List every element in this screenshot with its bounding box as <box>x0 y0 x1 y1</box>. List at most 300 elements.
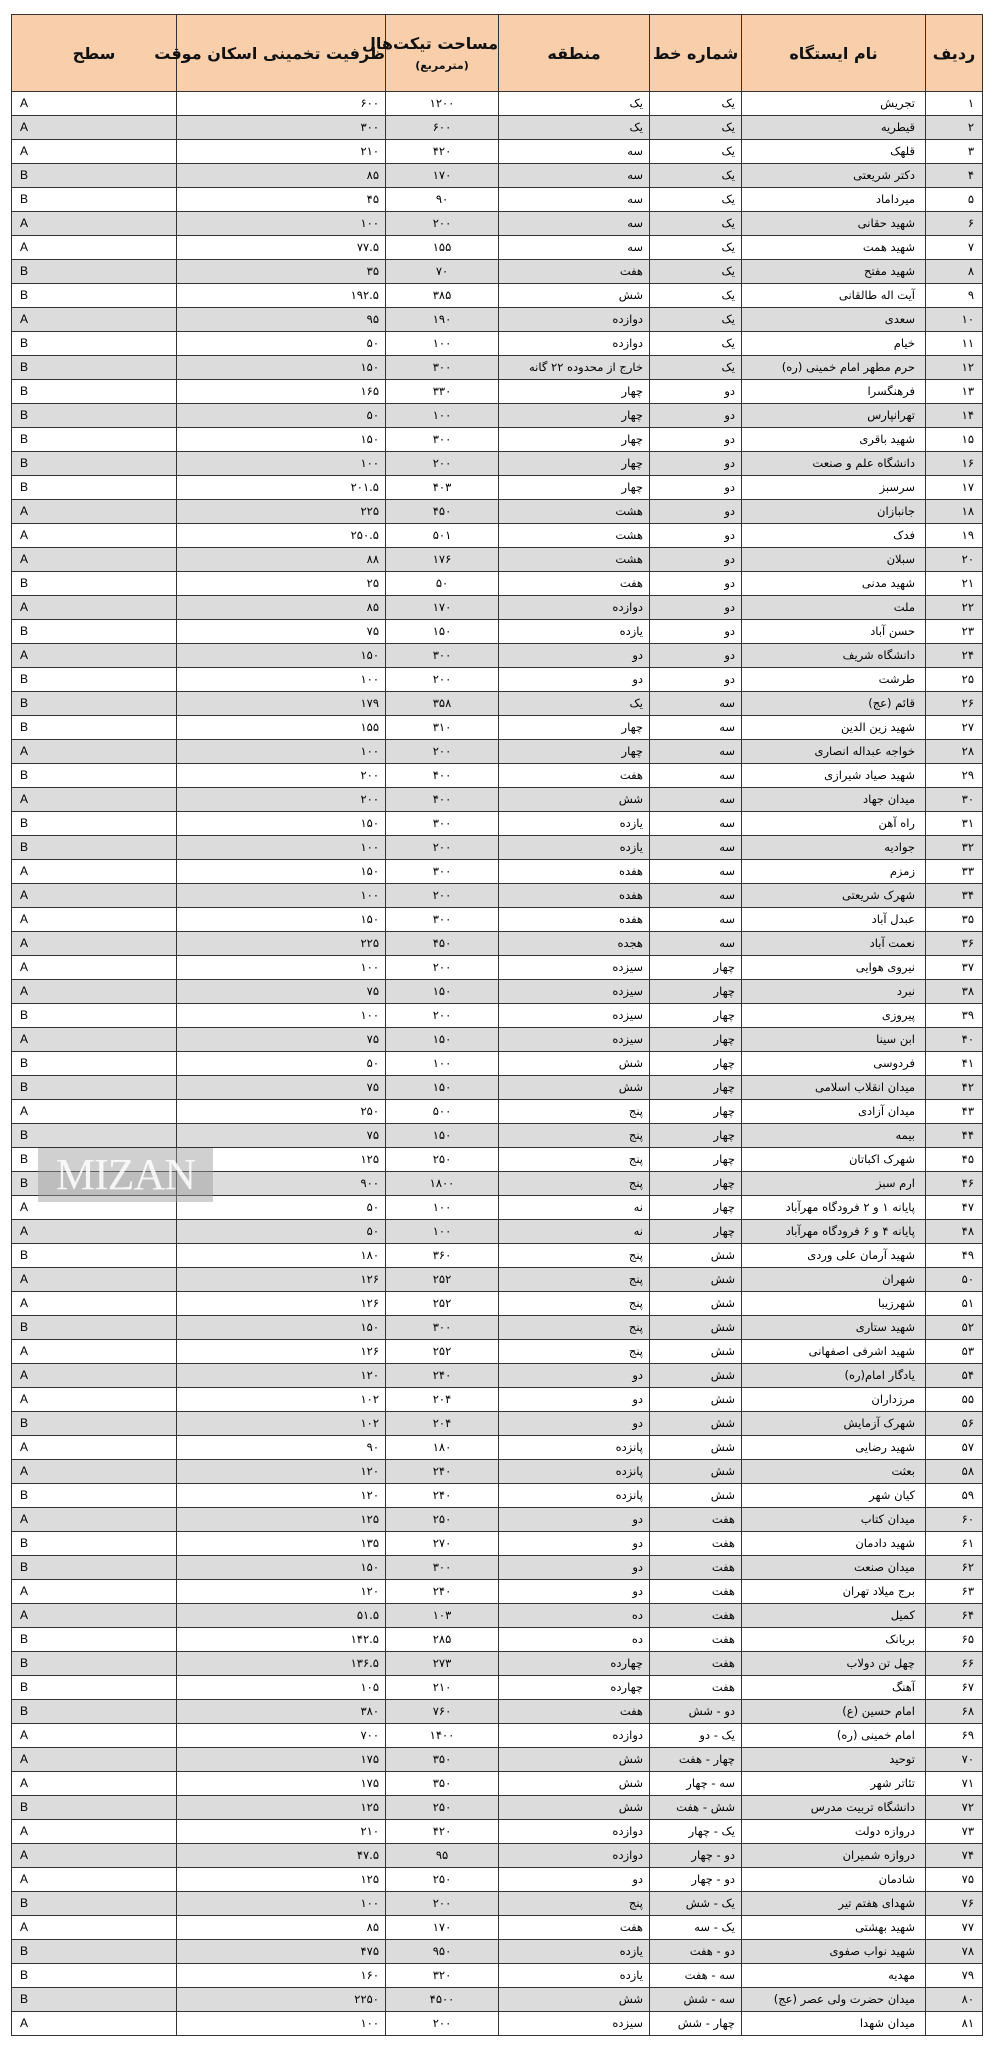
cell-zone: یازده <box>499 812 650 836</box>
cell-zone: شش <box>499 1988 650 2012</box>
cell-level: B <box>12 1700 177 1724</box>
cell-level: A <box>12 740 177 764</box>
cell-area: ۶۰۰ <box>386 116 499 140</box>
header-station-name: نام ایستگاه <box>742 15 926 92</box>
cell-station-name: شهرک آزمایش <box>742 1412 926 1436</box>
cell-area: ۱۲۰۰ <box>386 92 499 116</box>
table-row <box>12 980 983 1004</box>
cell-line-number: سه <box>650 764 742 788</box>
cell-row-number: ۵۶ <box>926 1412 983 1436</box>
cell-level: B <box>12 452 177 476</box>
cell-zone: پانزده <box>499 1460 650 1484</box>
cell-line-number: هفت <box>650 1580 742 1604</box>
table-row <box>12 164 983 188</box>
cell-area: ۳۱۰ <box>386 716 499 740</box>
cell-row-number: ۵۵ <box>926 1388 983 1412</box>
cell-area: ۲۰۰ <box>386 1892 499 1916</box>
table-row <box>12 764 983 788</box>
cell-area: ۱۷۶ <box>386 548 499 572</box>
table-row <box>12 1052 983 1076</box>
cell-row-number: ۷۸ <box>926 1940 983 1964</box>
cell-line-number: شش <box>650 1412 742 1436</box>
table-row <box>12 884 983 908</box>
cell-level: A <box>12 596 177 620</box>
cell-station-name: دانشگاه تربیت مدرس <box>742 1796 926 1820</box>
cell-row-number: ۵ <box>926 188 983 212</box>
table-row <box>12 1988 983 2012</box>
cell-line-number: چهار - شش <box>650 2012 742 2036</box>
cell-zone: پانزده <box>499 1436 650 1460</box>
table-row <box>12 188 983 212</box>
cell-zone: نه <box>499 1196 650 1220</box>
cell-level: A <box>12 1340 177 1364</box>
cell-capacity: ۱۰۵ <box>177 1676 386 1700</box>
header-area <box>362 15 499 92</box>
table-row <box>12 1340 983 1364</box>
cell-station-name: شهرک اکباتان <box>742 1148 926 1172</box>
cell-station-name: میدان آزادی <box>742 1100 926 1124</box>
cell-zone: هفت <box>499 1916 650 1940</box>
cell-area: ۲۵۰ <box>386 1868 499 1892</box>
cell-area: ۵۰۱ <box>386 524 499 548</box>
cell-zone: چهارده <box>499 1676 650 1700</box>
cell-level: B <box>12 1412 177 1436</box>
cell-level: A <box>12 980 177 1004</box>
cell-row-number: ۱۷ <box>926 476 983 500</box>
cell-line-number: دو <box>650 404 742 428</box>
cell-area: ۲۵۲ <box>386 1292 499 1316</box>
cell-station-name: آهنگ <box>742 1676 926 1700</box>
cell-area: ۲۰۰ <box>386 740 499 764</box>
cell-zone: پنج <box>499 1172 650 1196</box>
cell-level: A <box>12 1220 177 1244</box>
cell-capacity: ۱۲۵ <box>177 1508 386 1532</box>
cell-area: ۱۰۰ <box>386 1220 499 1244</box>
cell-line-number: چهار <box>650 1148 742 1172</box>
cell-capacity: ۷۷.۵ <box>177 236 386 260</box>
cell-station-name: دروازه شمیران <box>742 1844 926 1868</box>
cell-area: ۳۰۰ <box>386 1556 499 1580</box>
stations-sheet <box>11 14 982 2036</box>
cell-capacity: ۷۵ <box>177 980 386 1004</box>
cell-level: B <box>12 1004 177 1028</box>
cell-level: A <box>12 1100 177 1124</box>
cell-row-number: ۴۱ <box>926 1052 983 1076</box>
cell-area: ۲۰۰ <box>386 1004 499 1028</box>
table-row <box>12 1556 983 1580</box>
cell-zone: سه <box>499 188 650 212</box>
cell-row-number: ۵۸ <box>926 1460 983 1484</box>
cell-station-name: امام خمینی (ره) <box>742 1724 926 1748</box>
cell-capacity: ۹۰۰ <box>177 1172 386 1196</box>
cell-line-number: دو - چهار <box>650 1844 742 1868</box>
cell-row-number: ۱۱ <box>926 332 983 356</box>
cell-row-number: ۲۳ <box>926 620 983 644</box>
header-capacity: ظرفیت تخمینی اسکان موقت <box>177 15 386 92</box>
cell-row-number: ۷۵ <box>926 1868 983 1892</box>
cell-station-name: جوادیه <box>742 836 926 860</box>
cell-row-number: ۴۶ <box>926 1172 983 1196</box>
cell-capacity: ۱۰۰ <box>177 668 386 692</box>
cell-level: B <box>12 284 177 308</box>
cell-line-number: چهار <box>650 1100 742 1124</box>
table-row <box>12 1412 983 1436</box>
cell-capacity: ۱۵۰ <box>177 1316 386 1340</box>
cell-level: B <box>12 1244 177 1268</box>
cell-area: ۳۸۵ <box>386 284 499 308</box>
cell-capacity: ۵۰ <box>177 1196 386 1220</box>
cell-area: ۹۰ <box>386 188 499 212</box>
cell-station-name: شهید حقانی <box>742 212 926 236</box>
table-row <box>12 236 983 260</box>
cell-zone: هفت <box>499 260 650 284</box>
cell-zone: ده <box>499 1628 650 1652</box>
cell-row-number: ۳۲ <box>926 836 983 860</box>
table-row <box>12 1604 983 1628</box>
cell-area: ۲۰۰ <box>386 2012 499 2036</box>
cell-line-number: یک - دو <box>650 1724 742 1748</box>
cell-station-name: بریانک <box>742 1628 926 1652</box>
cell-capacity: ۱۲۶ <box>177 1268 386 1292</box>
table-row <box>12 908 983 932</box>
cell-level: A <box>12 788 177 812</box>
cell-row-number: ۴۷ <box>926 1196 983 1220</box>
cell-capacity: ۱۳۶.۵ <box>177 1652 386 1676</box>
cell-line-number: سه <box>650 716 742 740</box>
cell-row-number: ۵۰ <box>926 1268 983 1292</box>
table-row <box>12 548 983 572</box>
cell-line-number: دو <box>650 524 742 548</box>
table-row <box>12 1700 983 1724</box>
cell-area: ۲۱۰ <box>386 1676 499 1700</box>
cell-zone: ده <box>499 1604 650 1628</box>
cell-level: B <box>12 476 177 500</box>
cell-zone: چهار <box>499 380 650 404</box>
cell-area: ۱۰۰ <box>386 1052 499 1076</box>
cell-level: B <box>12 692 177 716</box>
table-row <box>12 1292 983 1316</box>
cell-area: ۲۰۴ <box>386 1388 499 1412</box>
table-row <box>12 1436 983 1460</box>
cell-zone: چهار <box>499 428 650 452</box>
cell-row-number: ۴۳ <box>926 1100 983 1124</box>
cell-zone: دو <box>499 668 650 692</box>
cell-capacity: ۱۲۶ <box>177 1292 386 1316</box>
cell-level: A <box>12 1436 177 1460</box>
cell-zone: یک <box>499 692 650 716</box>
cell-station-name: دانشگاه علم و صنعت <box>742 452 926 476</box>
cell-capacity: ۱۵۰ <box>177 908 386 932</box>
cell-capacity: ۱۵۵ <box>177 716 386 740</box>
cell-row-number: ۷۹ <box>926 1964 983 1988</box>
cell-row-number: ۱۶ <box>926 452 983 476</box>
table-row <box>12 572 983 596</box>
cell-area: ۵۰ <box>386 572 499 596</box>
cell-zone: چهار <box>499 452 650 476</box>
cell-level: B <box>12 1628 177 1652</box>
table-row <box>12 380 983 404</box>
cell-line-number: دو <box>650 380 742 404</box>
cell-capacity: ۱۲۰ <box>177 1460 386 1484</box>
cell-row-number: ۶۸ <box>926 1700 983 1724</box>
cell-line-number: یک <box>650 188 742 212</box>
cell-row-number: ۵۱ <box>926 1292 983 1316</box>
cell-line-number: سه <box>650 860 742 884</box>
cell-level: B <box>12 404 177 428</box>
cell-area: ۱۵۵ <box>386 236 499 260</box>
cell-capacity: ۱۶۰ <box>177 1964 386 1988</box>
cell-row-number: ۶۴ <box>926 1604 983 1628</box>
table-row <box>12 524 983 548</box>
cell-area: ۱۷۰ <box>386 164 499 188</box>
cell-zone: چهار <box>499 740 650 764</box>
cell-capacity: ۱۲۶ <box>177 1340 386 1364</box>
cell-station-name: نیروی هوایی <box>742 956 926 980</box>
cell-capacity: ۷۵ <box>177 1076 386 1100</box>
cell-zone: دو <box>499 1388 650 1412</box>
cell-level: A <box>12 140 177 164</box>
cell-area: ۱۵۰ <box>386 1124 499 1148</box>
cell-line-number: چهار <box>650 1172 742 1196</box>
cell-capacity: ۷۵ <box>177 620 386 644</box>
table-row <box>12 1124 983 1148</box>
cell-capacity: ۷۵ <box>177 1124 386 1148</box>
cell-station-name: خواجه عبداله انصاری <box>742 740 926 764</box>
cell-line-number: شش <box>650 1364 742 1388</box>
cell-level: B <box>12 260 177 284</box>
cell-station-name: پایانه ۴ و ۶ فرودگاه مهرآباد <box>742 1220 926 1244</box>
cell-zone: یازده <box>499 620 650 644</box>
cell-row-number: ۸۱ <box>926 2012 983 2036</box>
table-row <box>12 116 983 140</box>
cell-row-number: ۲۹ <box>926 764 983 788</box>
cell-level: B <box>12 620 177 644</box>
cell-level: A <box>12 1460 177 1484</box>
cell-zone: یک <box>499 116 650 140</box>
cell-zone: هشت <box>499 548 650 572</box>
cell-station-name: شهران <box>742 1268 926 1292</box>
table-row <box>12 1916 983 1940</box>
cell-area: ۲۷۳ <box>386 1652 499 1676</box>
cell-capacity: ۱۸۰ <box>177 1244 386 1268</box>
cell-line-number: یک - شش <box>650 1892 742 1916</box>
cell-capacity: ۲۰۱.۵ <box>177 476 386 500</box>
cell-level: A <box>12 1268 177 1292</box>
cell-station-name: پایانه ۱ و ۲ فرودگاه مهرآباد <box>742 1196 926 1220</box>
cell-area: ۴۰۰ <box>386 788 499 812</box>
cell-area: ۱۸۰ <box>386 1436 499 1460</box>
cell-level: B <box>12 572 177 596</box>
cell-station-name: مرزداران <box>742 1388 926 1412</box>
cell-area: ۲۷۰ <box>386 1532 499 1556</box>
cell-area: ۳۵۸ <box>386 692 499 716</box>
watermark-text: MIZAN <box>55 1150 196 1199</box>
cell-station-name: قلهک <box>742 140 926 164</box>
cell-capacity: ۶۰۰ <box>177 92 386 116</box>
cell-row-number: ۲۵ <box>926 668 983 692</box>
table-row <box>12 1100 983 1124</box>
cell-station-name: حسن آباد <box>742 620 926 644</box>
cell-capacity: ۱۶۵ <box>177 380 386 404</box>
cell-station-name: میدان کتاب <box>742 1508 926 1532</box>
table-row <box>12 404 983 428</box>
cell-row-number: ۶۹ <box>926 1724 983 1748</box>
cell-row-number: ۵۷ <box>926 1436 983 1460</box>
cell-level: A <box>12 644 177 668</box>
table-row <box>12 212 983 236</box>
cell-capacity: ۲۰۰ <box>177 788 386 812</box>
cell-area: ۱۰۰ <box>386 332 499 356</box>
cell-area: ۹۵ <box>386 1844 499 1868</box>
cell-station-name: کمیل <box>742 1604 926 1628</box>
cell-level: B <box>12 1556 177 1580</box>
cell-level: B <box>12 1052 177 1076</box>
cell-station-name: نعمت آباد <box>742 932 926 956</box>
cell-area: ۲۰۴ <box>386 1412 499 1436</box>
cell-capacity: ۳۵ <box>177 260 386 284</box>
cell-row-number: ۲۴ <box>926 644 983 668</box>
cell-line-number: چهار <box>650 1004 742 1028</box>
cell-level: A <box>12 1604 177 1628</box>
header-zone: منطقه <box>499 15 650 92</box>
cell-capacity: ۱۰۰ <box>177 836 386 860</box>
cell-line-number: هفت <box>650 1628 742 1652</box>
header-level: سطح <box>12 15 177 92</box>
table-row <box>12 1244 983 1268</box>
cell-line-number: دو <box>650 476 742 500</box>
cell-station-name: تجریش <box>742 92 926 116</box>
cell-zone: هجده <box>499 932 650 956</box>
cell-line-number: یک <box>650 260 742 284</box>
cell-zone: پنج <box>499 1340 650 1364</box>
table-row <box>12 1532 983 1556</box>
cell-station-name: ملت <box>742 596 926 620</box>
cell-capacity: ۱۰۰ <box>177 884 386 908</box>
table-row <box>12 1868 983 1892</box>
cell-station-name: قائم (عج) <box>742 692 926 716</box>
cell-level: A <box>12 1364 177 1388</box>
table-row <box>12 860 983 884</box>
table-row <box>12 476 983 500</box>
cell-row-number: ۷۰ <box>926 1748 983 1772</box>
cell-row-number: ۶۰ <box>926 1508 983 1532</box>
table-body <box>12 92 983 2036</box>
table-row <box>12 1028 983 1052</box>
cell-capacity: ۱۴۲.۵ <box>177 1628 386 1652</box>
cell-level: A <box>12 1916 177 1940</box>
cell-line-number: شش <box>650 1316 742 1340</box>
cell-zone: سه <box>499 164 650 188</box>
cell-station-name: فردوسی <box>742 1052 926 1076</box>
cell-capacity: ۲۱۰ <box>177 140 386 164</box>
cell-area: ۵۰۰ <box>386 1100 499 1124</box>
cell-line-number: یک <box>650 164 742 188</box>
cell-area: ۲۰۰ <box>386 668 499 692</box>
cell-row-number: ۶۶ <box>926 1652 983 1676</box>
table-row <box>12 1460 983 1484</box>
table-row <box>12 1652 983 1676</box>
cell-line-number: یک - سه <box>650 1916 742 1940</box>
cell-zone: دوازده <box>499 332 650 356</box>
cell-station-name: سبلان <box>742 548 926 572</box>
cell-row-number: ۱۸ <box>926 500 983 524</box>
cell-row-number: ۱ <box>926 92 983 116</box>
cell-capacity: ۱۲۰ <box>177 1484 386 1508</box>
cell-row-number: ۲۶ <box>926 692 983 716</box>
cell-capacity: ۱۵۰ <box>177 428 386 452</box>
cell-zone: دو <box>499 644 650 668</box>
cell-row-number: ۷۷ <box>926 1916 983 1940</box>
cell-row-number: ۶ <box>926 212 983 236</box>
cell-area: ۲۰۰ <box>386 452 499 476</box>
cell-row-number: ۱۹ <box>926 524 983 548</box>
cell-level: B <box>12 764 177 788</box>
cell-zone: دو <box>499 1868 650 1892</box>
cell-row-number: ۳۶ <box>926 932 983 956</box>
cell-area: ۳۰۰ <box>386 860 499 884</box>
cell-row-number: ۴۸ <box>926 1220 983 1244</box>
table-row <box>12 284 983 308</box>
cell-level: A <box>12 116 177 140</box>
table-row <box>12 1796 983 1820</box>
cell-line-number: سه <box>650 812 742 836</box>
cell-level: A <box>12 1028 177 1052</box>
cell-row-number: ۹ <box>926 284 983 308</box>
cell-level: A <box>12 92 177 116</box>
cell-level: B <box>12 1316 177 1340</box>
cell-zone: نه <box>499 1220 650 1244</box>
cell-capacity: ۳۰۰ <box>177 116 386 140</box>
table-row <box>12 1484 983 1508</box>
cell-station-name: شهرک شریعتی <box>742 884 926 908</box>
cell-station-name: چهل تن دولاب <box>742 1652 926 1676</box>
cell-level: B <box>12 1940 177 1964</box>
cell-line-number: دو <box>650 500 742 524</box>
cell-zone: دوازده <box>499 1724 650 1748</box>
cell-level: A <box>12 1508 177 1532</box>
cell-row-number: ۳۸ <box>926 980 983 1004</box>
cell-capacity: ۴۵ <box>177 188 386 212</box>
cell-area: ۳۰۰ <box>386 1316 499 1340</box>
table-row <box>12 1820 983 1844</box>
cell-area: ۱۵۰ <box>386 620 499 644</box>
cell-station-name: بیمه <box>742 1124 926 1148</box>
cell-zone: هشت <box>499 524 650 548</box>
cell-zone: هفت <box>499 764 650 788</box>
cell-level: B <box>12 1892 177 1916</box>
table-row <box>12 1964 983 1988</box>
cell-capacity: ۷۰۰ <box>177 1724 386 1748</box>
cell-zone: چهار <box>499 404 650 428</box>
cell-line-number: سه - چهار <box>650 1772 742 1796</box>
table-row <box>12 740 983 764</box>
cell-area: ۷۶۰ <box>386 1700 499 1724</box>
header-row <box>12 15 983 92</box>
cell-level: A <box>12 548 177 572</box>
cell-area: ۱۰۳ <box>386 1604 499 1628</box>
cell-line-number: سه <box>650 788 742 812</box>
cell-zone: چهارده <box>499 1652 650 1676</box>
cell-row-number: ۶۷ <box>926 1676 983 1700</box>
cell-area: ۲۴۰ <box>386 1364 499 1388</box>
cell-capacity: ۲۰۰ <box>177 764 386 788</box>
cell-station-name: میدان صنعت <box>742 1556 926 1580</box>
cell-capacity: ۵۰ <box>177 1220 386 1244</box>
cell-station-name: شهید مدنی <box>742 572 926 596</box>
table-row <box>12 452 983 476</box>
cell-capacity: ۱۵۰ <box>177 356 386 380</box>
cell-row-number: ۶۱ <box>926 1532 983 1556</box>
